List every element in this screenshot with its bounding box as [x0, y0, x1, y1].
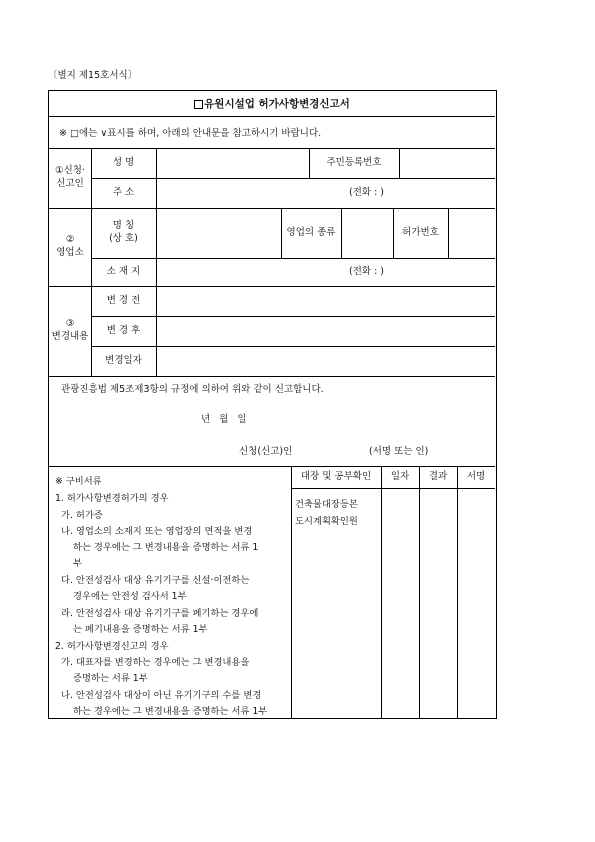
change-date-label: 변경일자: [105, 354, 142, 366]
business-phone: (전화 : ): [349, 265, 385, 277]
doc-line: 가. 대표자를 변경하는 경우에는 그 변경내용을: [61, 657, 250, 668]
doc-line: 나. 안전성검사 대상이 아닌 유기기구의 수를 변경: [61, 690, 262, 701]
doc-line: 부: [73, 558, 82, 569]
license-number-field[interactable]: [448, 208, 495, 258]
doc-line: 1. 허가사항변경허가의 경우: [55, 493, 169, 504]
before-field[interactable]: [156, 286, 495, 316]
change-section-label: ③ 변경내용: [51, 318, 89, 342]
business-name-field[interactable]: [156, 208, 281, 258]
after-field[interactable]: [156, 316, 495, 346]
name-label: 성 명: [112, 156, 135, 168]
business-type-field[interactable]: [341, 208, 393, 258]
signature-note: (서명 또는 인): [369, 445, 429, 457]
verify-item: 도시계획확인원: [295, 516, 358, 527]
verify-sign-col: 서명: [466, 470, 486, 482]
business-type-label: 영업의 종류: [286, 226, 336, 238]
signer-label: 신청(신고)인: [239, 445, 293, 457]
location-label: 소 재 지: [106, 265, 141, 277]
after-label: 변 경 후: [106, 324, 141, 336]
date-line: 년 월 일: [201, 413, 247, 425]
doc-line: 라. 안전성검사 대상 유기기구를 폐기하는 경우에: [61, 608, 259, 619]
change-date-field[interactable]: [156, 346, 495, 376]
form-number: 〔별지 제15호서식〕: [48, 70, 138, 81]
form-title: [49, 95, 495, 113]
verify-header: 대장 및 공부확인: [300, 470, 372, 482]
verify-item: 건축물대장등본: [295, 499, 358, 510]
verify-result-col: 결과: [428, 470, 448, 482]
declaration-text: 관광진흥법 제5조제3항의 규정에 의하여 위와 같이 신고합니다.: [61, 383, 324, 395]
applicant-section-label: ①신청· 신고인: [55, 165, 85, 189]
address-label: 주 소: [112, 186, 135, 198]
doc-line: 가. 허가증: [61, 510, 103, 521]
business-section-label: ② 영업소: [56, 234, 84, 258]
rrn-field[interactable]: [399, 148, 495, 178]
business-name-label: 명 칭 (상 호): [109, 220, 138, 244]
doc-line: 하는 경우에는 그 변경내용을 증명하는 서류 1부: [73, 706, 268, 717]
verify-date-col: 일자: [390, 470, 410, 482]
doc-line: 2. 허가사항변경신고의 경우: [55, 641, 169, 652]
doc-line: 하는 경우에는 그 변경내용을 증명하는 서류 1: [73, 542, 259, 553]
address-field[interactable]: [156, 178, 495, 208]
docs-header: ※ 구비서류: [55, 476, 102, 487]
applicant-phone: (전화 : ): [349, 186, 385, 198]
location-field[interactable]: [156, 258, 495, 286]
rrn-label: 주민등록번호: [326, 156, 382, 168]
doc-line: 증명하는 서류 1부: [73, 673, 148, 684]
doc-line: 경우에는 안전성 검사서 1부: [73, 591, 187, 602]
doc-line: 다. 안전성검사 대상 유기기구를 신설·이전하는: [61, 575, 250, 586]
notice-text: ※ □에는 ∨표시를 하며, 아래의 안내문을 참고하시기 바랍니다.: [59, 127, 322, 139]
name-field[interactable]: [156, 148, 309, 178]
checkbox-icon[interactable]: [194, 100, 203, 109]
before-label: 변 경 전: [106, 294, 141, 306]
form-title-text: 유원시설업 허가사항변경신고서: [204, 97, 350, 110]
application-form: [48, 90, 497, 719]
license-number-label: 허가번호: [402, 226, 439, 238]
doc-line: 나. 영업소의 소재지 또는 영업장의 면적을 변경: [61, 526, 253, 537]
doc-line: 는 폐기내용을 증명하는 서류 1부: [73, 624, 208, 635]
